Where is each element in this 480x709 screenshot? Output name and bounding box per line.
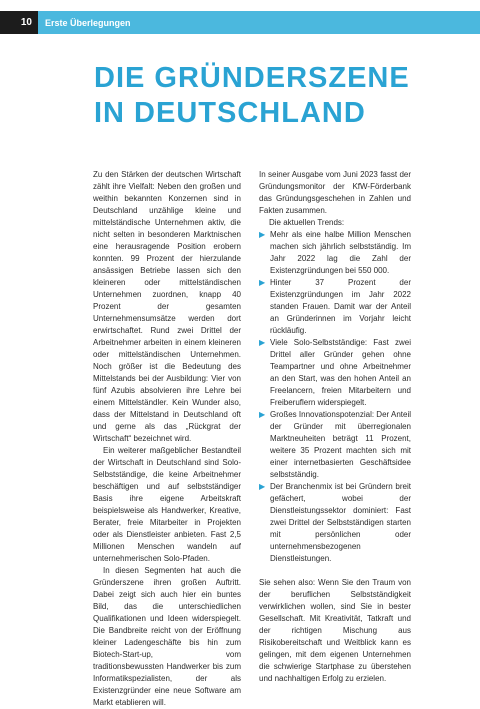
page-title: DIE GRÜNDERSZENE IN DEUTSCHLAND <box>94 62 410 129</box>
right-column <box>259 169 411 685</box>
list-item <box>259 277 411 337</box>
left-column <box>93 169 241 709</box>
list-item-text: Großes Innovationspotenzial: Der Anteil der Gründer mit überregionalen Marktneuheiten beträgt 11 Prozent, weitere 35 Prozent machten sich mit einer internetbasierten Geschäftsidee selbstständig. <box>270 410 411 479</box>
paragraph-kfw: In seiner Ausgabe vom Juni 2023 fasst der Gründungsmonitor der KfW-Förderbank das Gründungsgeschehen in Zahlen und Fakten zusammen. <box>259 170 411 215</box>
paragraph-closing: Sie sehen also: Wenn Sie den Traum von der beruflichen Selbstständigkeit verwirklichen wollen, sind Sie in bester Gesellschaft. Mit Kreativität, Tatkraft und der richtigen Mischung aus Risikobereitschaft und Weitblick kann es gelingen, mit dem eigenen Unternehmen die schwierige Startphase zu überstehen und nachhaltigen Erfolg zu erzielen. <box>259 578 411 683</box>
triangle-bullet-icon: ▶ <box>259 278 266 287</box>
list-item-text: Der Branchenmix ist bei Gründern breit gefächert, wobei der Dienstleistungssektor dominiert: Fast zwei Drittel der Selbstständigen starten mit persönlichen oder unternehmensbezogenen Dienstleistungen. <box>270 482 411 563</box>
list-item-text: Viele Solo-Selbstständige: Fast zwei Drittel aller Gründer gehen ohne Teampartner und ohne Arbeitnehmer an den Start, was den hohen Anteil an Freelancern, freien Mitarbeitern und Freiberuflern widerspiegelt. <box>270 338 411 407</box>
spacer <box>259 565 411 577</box>
list-item-text: Hinter 37 Prozent der Existenzgründungen im Jahr 2022 standen Frauen. Damit war der Anteil an Gründerinnen im Vorjahr leicht rückläufig. <box>270 278 411 335</box>
paragraph-segments: In diesen Segmenten hat auch die Gründerszene ihren großen Auftritt. Dabei zeigt sich auch hier ein buntes Bild, das die unterschiedlichen Qualifikationen und Ideen widerspiegelt. Die Bandbreite reicht von der Eröffnung kleiner Ladengeschäfte bis hin zum Biotech-Start-up, vom traditionsbewussten Handwerker bis zum Informatikspezialisten, der als Existenzgründer eine neue Software am Markt etablieren will. <box>93 566 241 707</box>
section-title: Erste Überlegungen <box>45 17 131 28</box>
triangle-bullet-icon: ▶ <box>259 230 266 239</box>
triangle-bullet-icon: ▶ <box>259 338 266 347</box>
paragraph-solo: Ein weiterer maßgeblicher Bestandteil der Wirtschaft in Deutschland sind Solo-Selbstständige, die keine Arbeitnehmer beschäftigen und auf selbstständiger Basis ihre eigene Arbeitskraft beispielsweise als Handwerker, Kreative, Berater, freie Mitarbeiter in Projekten oder als Dienstleister anbieten. Fast 2,5 Millionen Menschen wandeln auf unternehmerischen Solo-Pfaden. <box>93 446 241 563</box>
list-item <box>259 481 411 565</box>
paragraph-intro: Zu den Stärken der deutschen Wirtschaft zählt ihre Vielfalt: Neben den großen und weithin bekannten Konzernen sind in Deutschland unzählige kleine und mittelständische Unternehmen aktiv, die nicht selten in besonderen Marktnischen eine herausragende Position erobern konnten. 99 Prozent der hierzulande ansässigen Betriebe lassen sich den kleineren oder mittelständischen Unternehmen zuordnen, knapp 40 Prozent der gesamten Unternehmensumsätze werden dort erwirtschaftet. Rund zwei Drittel der Arbeitnehmer arbeiten in einem kleineren oder mittelständischen Unternehmen. Noch größer ist die Bedeutung des Mittelstands bei der Ausbildung: Vier von fünf Azubis absolvieren ihre Lehre bei einem Mittelständler. Kein Wunder also, dass der Mittelstand in Deutschland oft und gerne als das „Rückgrat der Wirtschaft“ bezeichnet wird. <box>93 170 241 443</box>
triangle-bullet-icon: ▶ <box>259 410 266 419</box>
page-number: 10 <box>0 11 38 34</box>
list-item <box>259 409 411 481</box>
trends-heading: Die aktuellen Trends: <box>269 218 345 227</box>
list-item-text: Mehr als eine halbe Million Menschen machen sich jährlich selbstständig. Im Jahr 2022 lag die Zahl der Existenzgründungen bei 550 000. <box>270 230 411 275</box>
list-item <box>259 337 411 409</box>
triangle-bullet-icon: ▶ <box>259 482 266 491</box>
trends-list <box>259 229 411 565</box>
list-item <box>259 229 411 277</box>
